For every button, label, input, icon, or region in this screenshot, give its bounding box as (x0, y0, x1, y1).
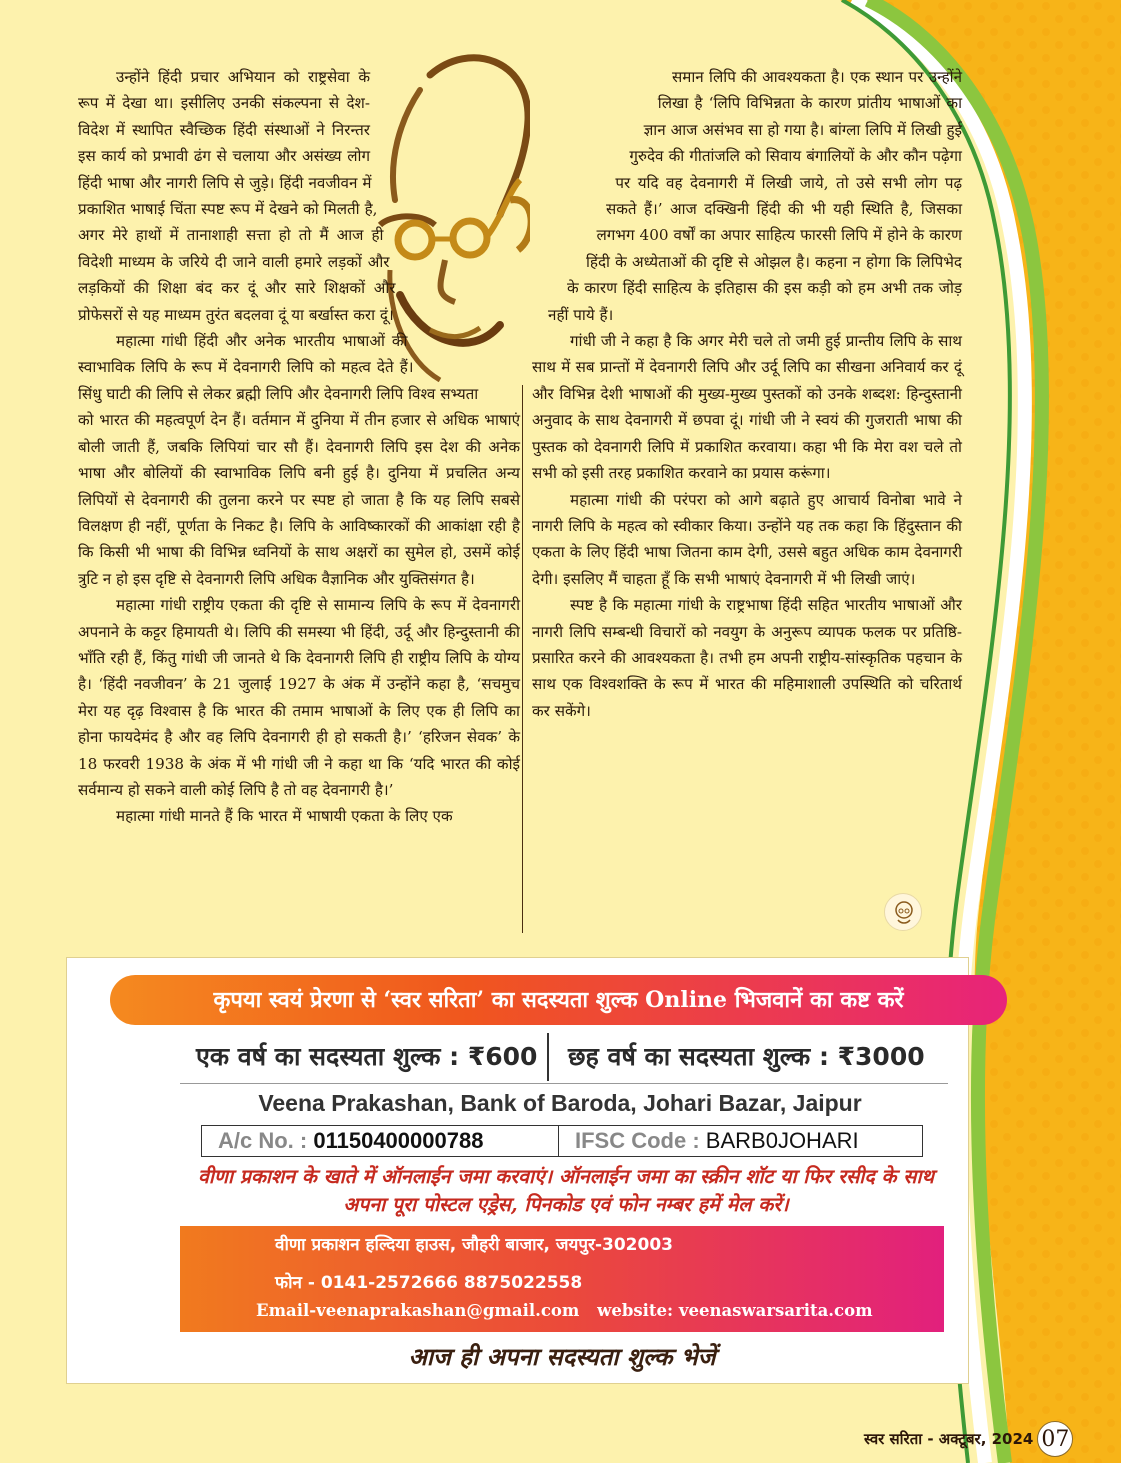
ifsc-code: BARB0JOHARI (705, 1128, 859, 1153)
fee-separator (547, 1033, 549, 1081)
ifsc-cell (559, 1126, 859, 1156)
contact-panel (180, 1226, 944, 1332)
subscription-banner: कृपया स्वयं प्रेरणा से ‘स्वर सरिता’ का सदस्यता शुल्क Online भिजवानें का कष्ट करें (110, 975, 1007, 1025)
article-paragraph: उन्होंने हिंदी प्रचार अभियान को राष्ट्रसेवा के रूप में देखा था। इसीलिए उनकी संकल्पना से देश-विदेश में स्थापित स्वैच्छिक हिंदी संस्थाओं ने निरन्तर इस कार्य को प्रभावी ढंग से चलाया और असंख्य लोग हिंदी भाषा और नागरी लिपि से जुड़े। हिंदी नवजीवन में प्रकाशित भाषाई चिंता स्पष्ट रूप में देखने को मिलती है, अगर मेरे हाथों में तानाशाही सत्ता हो तो मैं आज ही विदेशी माध्यम के जरिये दी जाने वाली हमारे लड़कों और लड़कियों की शिक्षा बंद कर दूं और सारे शिक्षकों और प्रोफेसरों से यह माध्यम तुरंत बदलवा दूं या बर्खास्त करा दूं। (78, 68, 396, 324)
phone-numbers: फोन - 0141-2572666 8875022558 (275, 1273, 583, 1293)
article-paragraph: समान लिपि की आवश्यकता है। एक स्थान पर उन्होंने लिखा है ‘लिपि विभिन्नता के कारण प्रांतीय भाषाओं का ज्ञान आज असंभव सा हो गया है। बांग्ला लिपि में लिखी हुई गुरुदेव की गीतांजलि को सिवाय बंगालियों के और कौन पढ़ेगा पर यदि वह देवनागरी में लिखी जाये, तो उसे सभी लोग पढ़ सकते हैं।’ आज दक्खिनी हिंदी की भी यही स्थिति है, जिसका लगभग 400 वर्षों का अपार साहित्य फारसी लिपि में होने के कारण हिंदी के अध्येताओं की दृष्टि से ओझल है। कहना न होगा कि लिपिभेद के कारण हिंदी साहित्य के इतिहास की इस कड़ी को हम अभी तक जोड़ नहीं पाये हैं। (548, 68, 962, 324)
article-paragraph: महात्मा गांधी हिंदी और अनेक भारतीय भाषाओं की स्वाभाविक लिपि के रूप में देवनागरी लिपि को महत्व देते हैं। सिंधु घाटी की लिपि से लेकर ब्रह्मी लिपि और देवनागरी लिपि विश्व सभ्यता को भारत की महत्वपूर्ण देन हैं। वर्तमान में दुनिया में तीन हजार से अधिक भाषाएं बोली जाती हैं, जबकि लिपियां चार सौ हैं। देवनागरी लिपि इस देश की अनेक भाषा और बोलियों की स्वाभाविक लिपि बनी हुई है। दुनिया में प्रचलित अन्य लिपियों से देवनागरी की तुलना करने पर स्पष्ट हो जाता है कि यह लिपि सबसे विलक्षण ही नहीं, पूर्णता के निकट है। लिपि के आविष्कारकों की आकांक्षा रही है कि किसी भी भाषा की विभिन्न ध्वनियों के साथ अक्षरों का सुमेल हो, उसमें कोई त्रुटि न हो इस दृष्टि से देवनागरी लिपि अधिक वैज्ञानिक और युक्तिसंगत है। (78, 332, 520, 588)
publisher-address: वीणा प्रकाशन हल्दिया हाउस, जौहरी बाजार, जयपुर-302003 (275, 1235, 673, 1255)
divider-line (180, 1083, 948, 1084)
call-to-action: आज ही अपना सदस्यता शुल्क भेजें (408, 1342, 716, 1371)
six-year-fee: छह वर्ष का सदस्यता शुल्क : ₹3000 (568, 1042, 925, 1071)
page-footer (864, 1421, 1073, 1457)
one-year-fee: एक वर्ष का सदस्यता शुल्क : ₹600 (196, 1042, 538, 1071)
account-details-box (201, 1125, 923, 1157)
ifsc-label: IFSC Code : (575, 1128, 700, 1153)
account-label: A/c No. : (218, 1128, 308, 1153)
article-paragraph: स्पष्ट है कि महात्मा गांधी के राष्ट्रभाषा हिंदी सहित भारतीय भाषाओं और नागरी लिपि सम्बन्धी विचारों को नवयुग के अनुरूप व्यापक फलक पर प्रतिष्ठि- प्रसारित करने की आवश्यकता है। तभी हम अपनी राष्ट्रीय-सांस्कृतिक पहचान के साथ एक विश्वशक्ति के रूप में भारत की महिमाशाली उपस्थिति को चरितार्थ कर सकेंगे। (532, 596, 962, 720)
magazine-issue: स्वर सरिता - अक्टूबर, 2024 (864, 1430, 1034, 1448)
email-link[interactable]: Email-veenaprakashan@gmail.com (256, 1301, 580, 1320)
account-number: 01150400000788 (313, 1128, 484, 1153)
article-paragraph: महात्मा गांधी की परंपरा को आगे बढ़ाते हुए आचार्य विनोबा भावे ने नागरी लिपि के महत्व को स्वीकार किया। उन्होंने यह तक कहा कि हिंदुस्तान की एकता के लिए हिंदी भाषा जितना काम देगी, उससे बहुत अधिक काम देवनागरी देगी। इसलिए मैं चाहता हूँ कि सभी भाषाएं देवनागरी में भी लिखी जाएं। (532, 490, 962, 588)
payment-instructions: वीणा प्रकाशन के खाते में ऑनलाईन जमा करवाएं। ऑनलाईन जमा का स्क्रीन शॉट या फिर रसीद के साथ अपना पूरा पोस्टल एड्रेस, पिनकोड एवं फोन नम्बर हमें मेल करें। (198, 1165, 934, 1216)
article-paragraph: महात्मा गांधी राष्ट्रीय एकता की दृष्टि से सामान्य लिपि के रूप में देवनागरी अपनाने के कट्टर हिमायती थे। लिपि की समस्या भी हिंदी, उर्दू और हिन्दुस्तानी की भाँति रही हैं, किंतु गांधी जी जानते थे कि देवनागरी लिपि ही राष्ट्रीय लिपि के योग्य है। ‘हिंदी नवजीवन’ के 21 जुलाई 1927 के अंक में उन्होंने कहा है, ‘सचमुच मेरा यह दृढ़ विश्वास है कि भारत की तमाम भाषाओं के लिए एक ही लिपि का होना फायदेमंद है और वह लिपि देवनागरी ही हो सकती है।’ ‘हरिजन सेवक’ के 18 फरवरी 1938 के अंक में भी गांधी जी ने कहा था कि ‘यदि भारत की कोई सर्वमान्य हो सकने वाली कोई लिपि है तो वह देवनागरी है।’ (78, 596, 520, 799)
page-number: 07 (1037, 1421, 1073, 1457)
article-paragraph: गांधी जी ने कहा है कि अगर मेरी चले तो जमी हुई प्रान्तीय लिपि के साथ साथ में सब प्रान्तों में देवनागरी लिपि और उर्दू लिपि का सीखना अनिवार्य कर दूं और विभिन्न देशी भाषाओं की मुख्य-मुख्य पुस्तकों को उनके शब्दश: हिन्दुस्तानी अनुवाद के साथ देवनागरी में छपवा दूं। गांधी जी ने स्वयं की गुजराती भाषा की पुस्तक को देवनागरी लिपि में प्रकाशित करवाया। कहा भी कि मेरा वश चले तो सभी को इसी तरह प्रकाशित करवाने का प्रयास करूंगा। (532, 332, 962, 483)
account-cell (202, 1126, 559, 1156)
column-divider (522, 385, 523, 933)
gandhi-logo-icon (884, 893, 922, 931)
email-website-line (256, 1301, 873, 1320)
article-right-column (532, 64, 962, 724)
website-link[interactable]: website: veenaswarsarita.com (597, 1301, 873, 1320)
article-left-column (78, 64, 520, 830)
article-paragraph: महात्मा गांधी मानते हैं कि भारत में भाषायी एकता के लिए एक (116, 807, 453, 826)
bank-details: Veena Prakashan, Bank of Baroda, Johari Bazar, Jaipur (258, 1090, 862, 1116)
